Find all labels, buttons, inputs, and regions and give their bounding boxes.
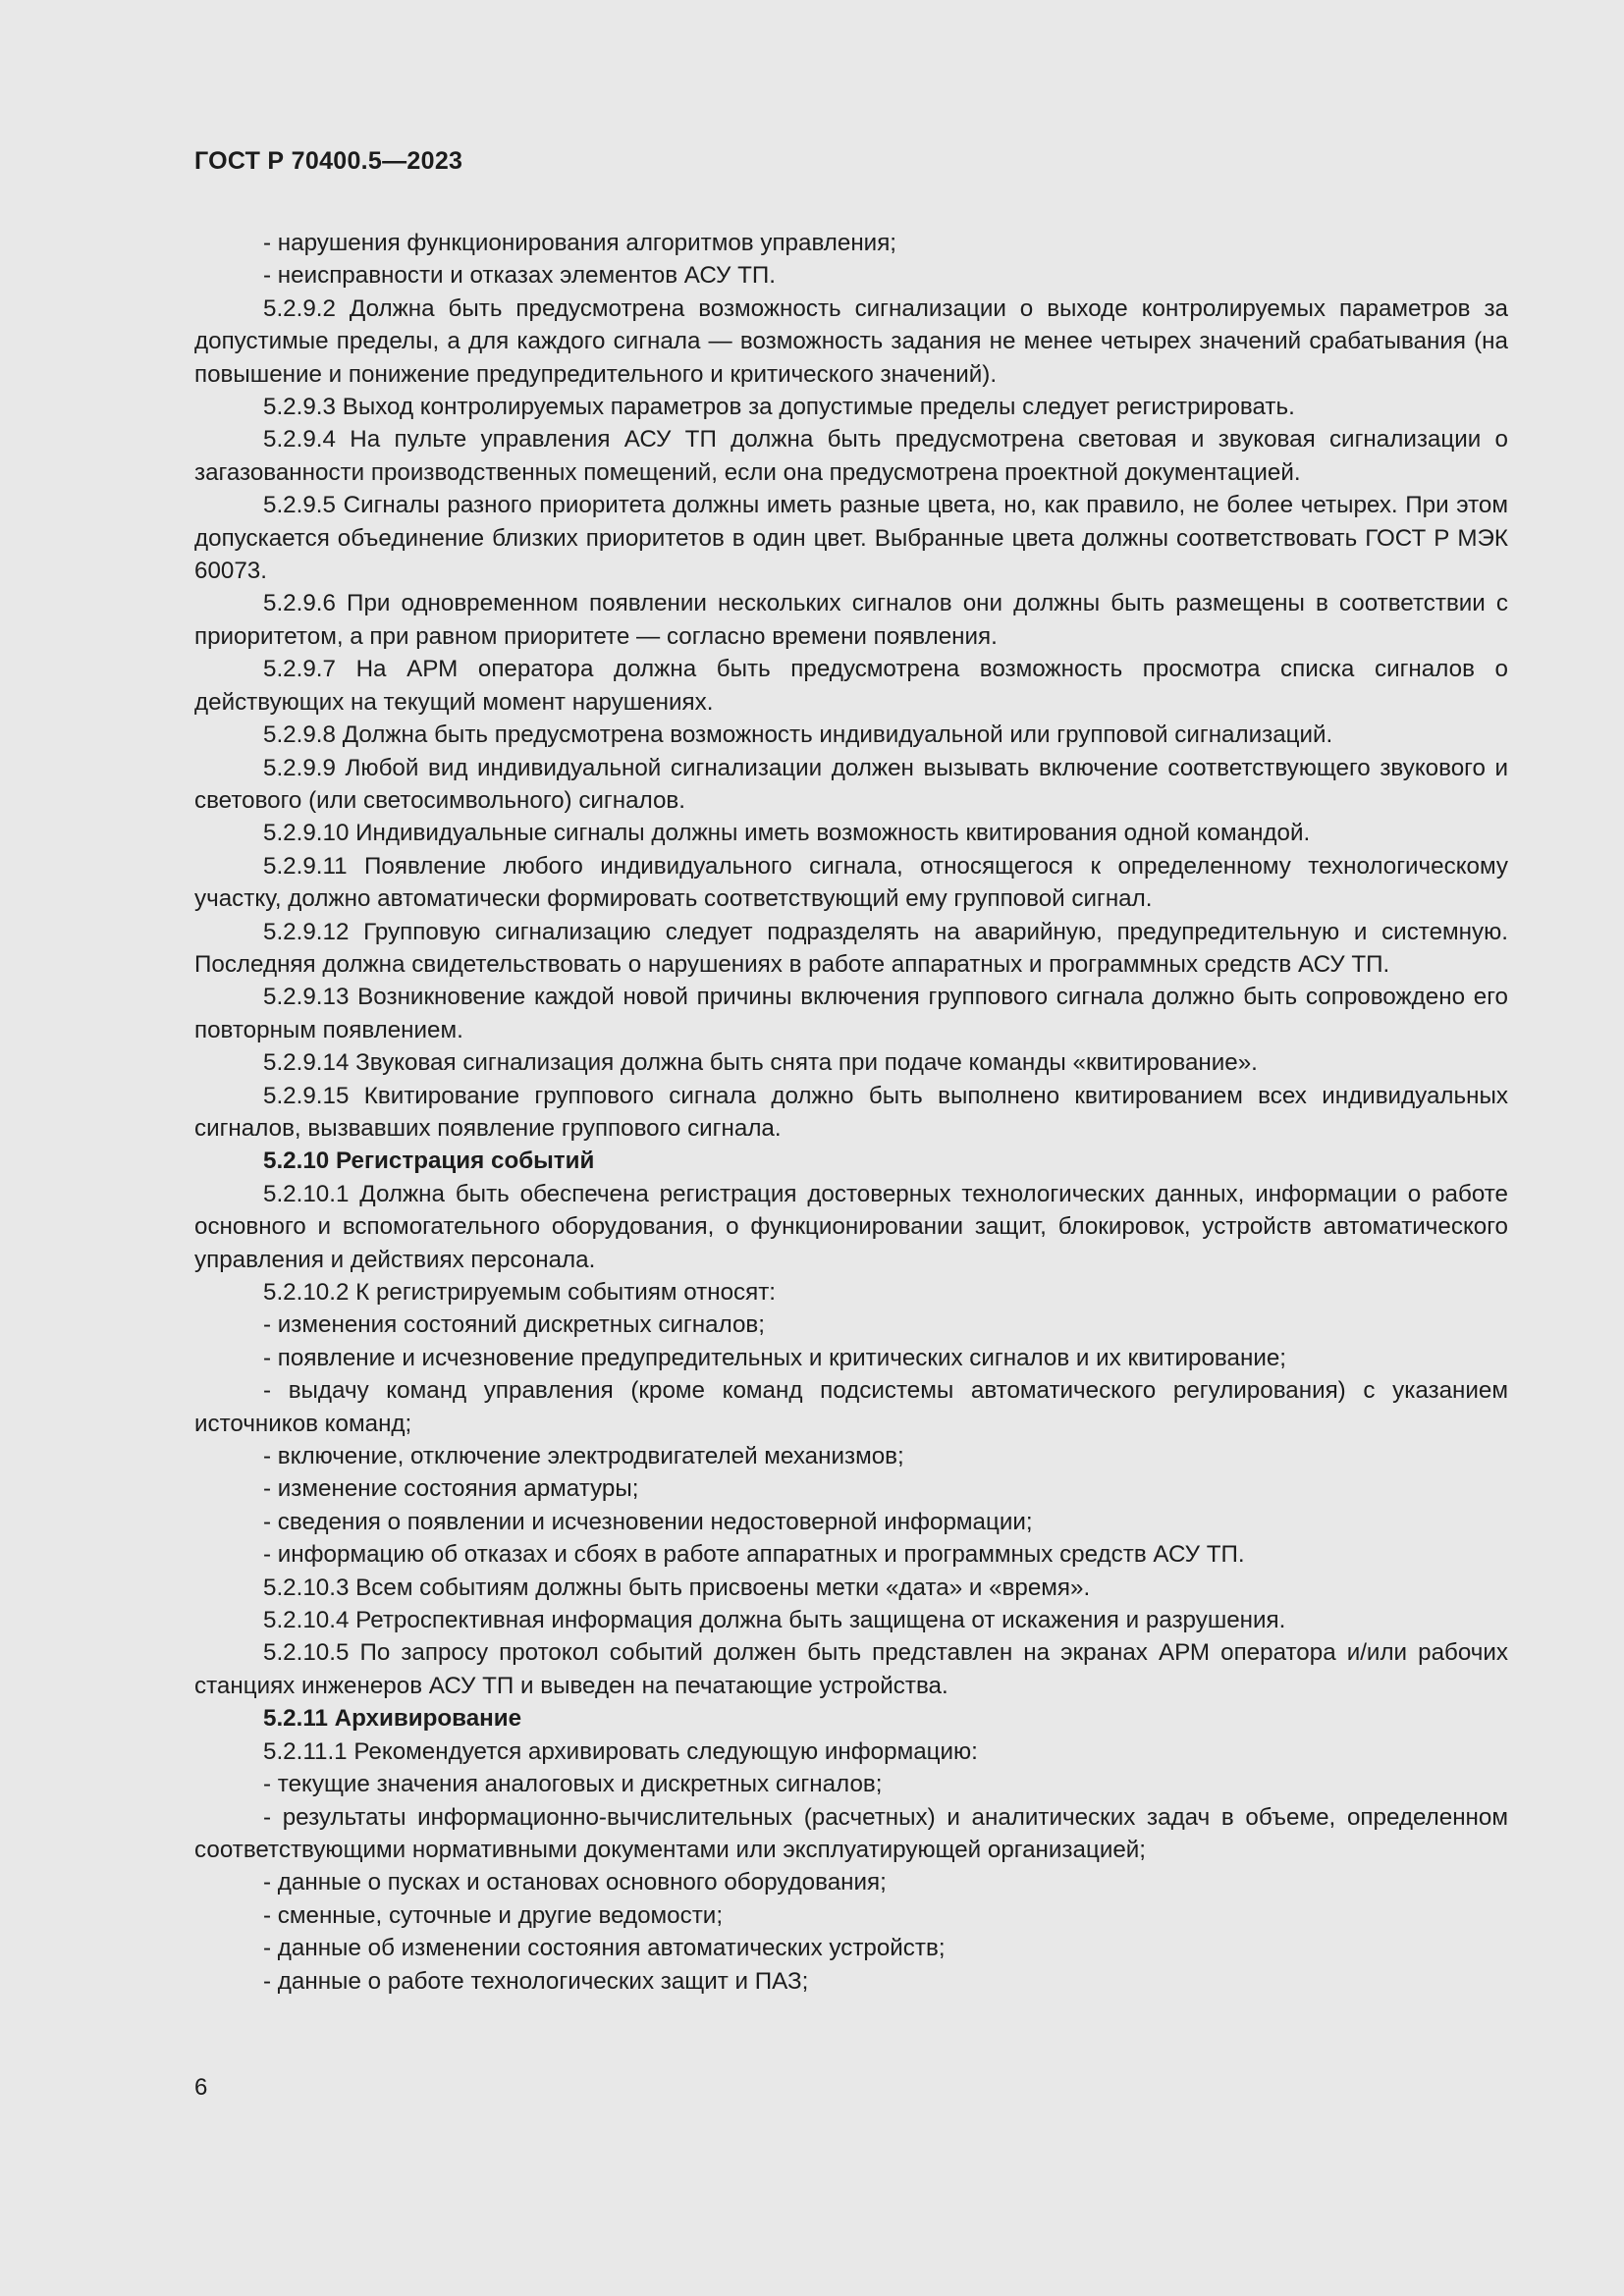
clause-paragraph: 5.2.9.15 Квитирование группового сигнала должно быть выполнено квитированием всех индивидуальных сигналов, вызвавших появление группового сигнала. (194, 1082, 1508, 1142)
list-item: - изменение состояния арматуры; (263, 1475, 639, 1503)
list-item: - выдачу команд управления (кроме команд подсистемы автоматического регулирования) с указанием источников команд; (194, 1377, 1508, 1437)
clause-paragraph: 5.2.10.2 К регистрируемым событиям относят: (263, 1279, 777, 1306)
list-item: - информацию об отказах и сбоях в работе аппаратных и программных средств АСУ ТП. (263, 1541, 1245, 1569)
list-item: - данные о пусках и остановах основного оборудования; (263, 1869, 887, 1896)
clause-paragraph: 5.2.9.7 На АРМ оператора должна быть предусмотрена возможность просмотра списка сигналов о действующих на текущий момент нарушениях. (194, 656, 1508, 716)
clause-paragraph: 5.2.9.8 Должна быть предусмотрена возможность индивидуальной или групповой сигнализаций. (263, 721, 1333, 749)
clause-paragraph: 5.2.10.1 Должна быть обеспечена регистрация достоверных технологических данных, информации о работе основного и вспомогательного оборудования, о функционировании защит, блокировок, устройств автоматического управления и действиях персонала. (194, 1180, 1508, 1273)
clause-paragraph: 5.2.10.4 Ретроспективная информация должна быть защищена от искажения и разрушения. (263, 1607, 1286, 1634)
page-number: 6 (194, 2074, 208, 2101)
clause-paragraph: 5.2.9.5 Сигналы разного приоритета должны иметь разные цвета, но, как правило, не более четырех. При этом допускается объединение близких приоритетов в один цвет. Выбранные цвета должны соответствовать ГОСТ Р МЭК 60073. (194, 492, 1508, 585)
clause-paragraph: 5.2.9.3 Выход контролируемых параметров за допустимые пределы следует регистрировать. (263, 394, 1295, 421)
list-item: - сменные, суточные и другие ведомости; (263, 1901, 724, 1929)
clause-paragraph: 5.2.9.13 Возникновение каждой новой причины включения группового сигнала должно быть сопровождено его повторным появлением. (194, 984, 1508, 1043)
list-item: - нарушения функционирования алгоритмов управления; (263, 230, 897, 256)
list-item: - неисправности и отказах элементов АСУ ТП. (263, 262, 777, 290)
clause-paragraph: 5.2.9.14 Звуковая сигнализация должна быть снята при подаче команды «квитирование». (263, 1049, 1258, 1077)
clause-paragraph: 5.2.9.2 Должна быть предусмотрена возможность сигнализации о выходе контролируемых параметров за допустимые пределы, а для каждого сигнала — возможность задания не менее четырех значений срабатывания (на повышение и понижение предупредительного и критического значений). (194, 294, 1508, 388)
clause-paragraph: 5.2.11.1 Рекомендуется архивировать следующую информацию: (263, 1737, 978, 1765)
section-heading: 5.2.11 Архивирование (263, 1705, 522, 1733)
clause-paragraph: 5.2.9.6 При одновременном появлении нескольких сигналов они должны быть размещены в соответствии с приоритетом, а при равном приоритете — согласно времени появления. (194, 590, 1508, 650)
section-heading: 5.2.10 Регистрация событий (263, 1148, 595, 1175)
clause-paragraph: 5.2.10.5 По запросу протокол событий должен быть представлен на экранах АРМ оператора и/или рабочих станциях инженеров АСУ ТП и выведен на печатающие устройства. (194, 1639, 1508, 1699)
list-item: - изменения состояний дискретных сигналов; (263, 1311, 765, 1339)
document-body (194, 227, 1508, 1998)
clause-paragraph: 5.2.9.9 Любой вид индивидуальной сигнализации должен вызывать включение соответствующего звукового и светового (или светосимвольного) сигналов. (194, 754, 1508, 814)
clause-paragraph: 5.2.9.12 Групповую сигнализацию следует подразделять на аварийную, предупредительную и системную. Последняя должна свидетельствовать о нарушениях в работе аппаратных и программных средств АСУ ТП. (194, 918, 1508, 978)
clause-paragraph: 5.2.9.11 Появление любого индивидуального сигнала, относящегося к определенному технологическому участку, должно автоматически формировать соответствующий ему групповой сигнал. (194, 852, 1508, 913)
clause-paragraph: 5.2.10.3 Всем событиям должны быть присвоены метки «дата» и «время». (263, 1574, 1091, 1601)
list-item: - текущие значения аналоговых и дискретных сигналов; (263, 1771, 883, 1798)
clause-paragraph: 5.2.9.10 Индивидуальные сигналы должны иметь возможность квитирования одной командой. (263, 820, 1311, 847)
list-item: - появление и исчезновение предупредительных и критических сигналов и их квитирование; (263, 1344, 1286, 1371)
list-item: - данные об изменении состояния автоматических устройств; (263, 1935, 946, 1962)
list-item: - результаты информационно-вычислительных (расчетных) и аналитических задач в объеме, определенном соответствующими нормативными документами или эксплуатирующей организацией; (194, 1803, 1508, 1863)
document-header: ГОСТ Р 70400.5—2023 (194, 147, 463, 175)
list-item: - данные о работе технологических защит и ПАЗ; (263, 1967, 809, 1995)
list-item: - включение, отключение электродвигателей механизмов; (263, 1443, 904, 1470)
clause-paragraph: 5.2.9.4 На пульте управления АСУ ТП должна быть предусмотрена световая и звуковая сигнализации о загазованности производственных помещений, если она предусмотрена проектной документацией. (194, 426, 1508, 486)
list-item: - сведения о появлении и исчезновении недостоверной информации; (263, 1508, 1033, 1535)
